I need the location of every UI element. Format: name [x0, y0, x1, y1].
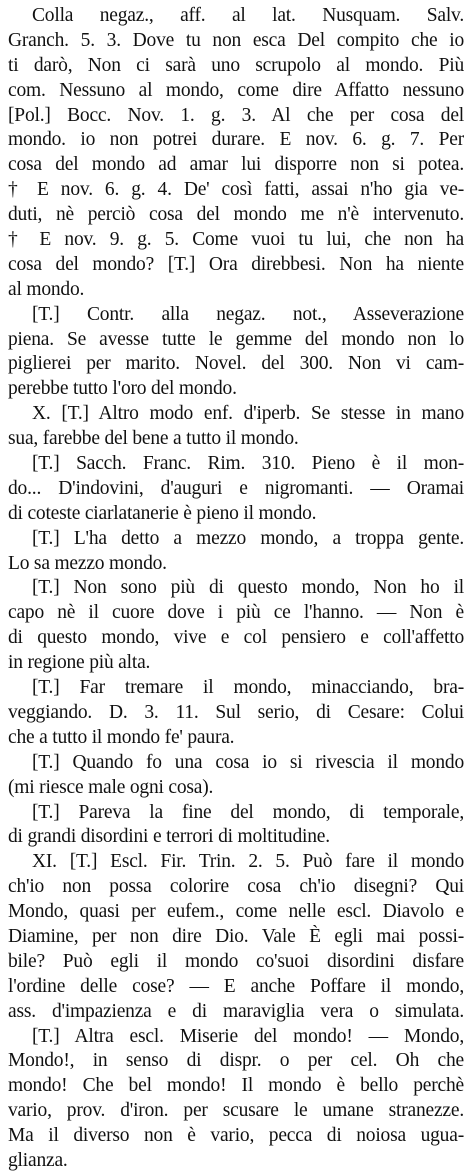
text-line: veggiando. D. 3. 11. Sul serio, di Cesare: Colui: [8, 701, 464, 723]
text-line: che a tutto il mondo fe' paura.: [8, 726, 235, 748]
text-line: ti darò, Non ci sarà uno scrupolo al mondo. Più: [8, 54, 464, 76]
text-line: ass. d'impazienza e di maraviglia vera o simulata.: [8, 1000, 464, 1022]
text-line: X. [T.] Altro modo enf. d'iperb. Se stesse in mano: [32, 403, 464, 425]
text-line: Mondo!, in senso di dispr. o per cel. Oh che: [8, 1050, 464, 1072]
text-line: capo nè il cuore dove i più ce l'hanno. — Non è: [8, 602, 464, 624]
text-line: glianza.: [8, 1149, 68, 1171]
text-line: di grandi disordini e terrori di moltitudine.: [8, 826, 330, 848]
text-line: Ma il diverso non è vario, pecca di noiosa ugua-: [8, 1125, 464, 1147]
text-line: Diamine, per non dire Dio. Vale È egli mai possi-: [8, 925, 464, 947]
text-line: [T.] Quando fo una cosa io si rivescia il mondo: [32, 751, 464, 773]
text-line: [T.] Far tremare il mondo, minacciando, bra-: [32, 677, 464, 699]
text-line: cosa del mondo ad amar lui disporre non si potea.: [8, 154, 464, 176]
text-line: Mondo, quasi per eufem., come nelle escl. Diavolo e: [8, 901, 464, 923]
text-line: duti, nè perciò cosa del mondo me n'è intervenuto.: [8, 204, 464, 226]
text-line: [T.] Pareva la fine del mondo, di temporale,: [32, 801, 464, 823]
text-line: † E nov. 6. g. 4. De' così fatti, assai n'ho gia ve-: [8, 179, 464, 201]
text-line: al mondo.: [8, 278, 85, 300]
text-line: mondo. io non potrei durare. E nov. 6. g. 7. Per: [8, 129, 464, 151]
text-line: Granch. 5. 3. Dove tu non esca Del compito che io: [8, 29, 464, 51]
text-line: ch'io non possa colorire cosa ch'io disegni? Qui: [8, 876, 464, 898]
text-line: Colla negaz., aff. al lat. Nusquam. Salv.: [32, 5, 464, 26]
text-line: mondo! Che bel mondo! Il mondo è bello perchè: [8, 1075, 464, 1097]
text-line: Lo sa mezzo mondo.: [8, 552, 167, 574]
text-line: [T.] Sacch. Franc. Rim. 310. Pieno è il mon-: [32, 453, 464, 475]
text-line: vario, prov. d'iron. per scusare le umane stranezze.: [8, 1100, 464, 1122]
text-line: in regione più alta.: [8, 652, 151, 674]
text-line: do... D'indovini, d'auguri e nigromanti. — Oramai: [8, 477, 464, 499]
text-line: [T.] Altra escl. Miserie del mondo! — Mondo,: [32, 1025, 464, 1047]
text-line: piglierei per marito. Novel. del 300. Non vi cam-: [8, 353, 464, 375]
text-line: di questo mondo, vive e col pensiero e coll'affetto: [8, 627, 464, 649]
text-line: [Pol.] Bocc. Nov. 1. g. 3. Al che per cosa del: [8, 104, 464, 126]
text-line: bile? Può egli il mondo co'suoi disordini disfare: [8, 950, 464, 972]
text-line: perebbe tutto l'oro del mondo.: [8, 378, 237, 400]
text-line: piena. Se avesse tutte le gemme del mondo non lo: [8, 328, 464, 350]
text-line: (mi riesce male ogni cosa).: [8, 776, 214, 798]
text-line: [T.] Non sono più di questo mondo, Non ho il: [32, 577, 464, 599]
text-line: [T.] Contr. alla negaz. not., Asseverazione: [32, 303, 464, 325]
text-line: [T.] L'ha detto a mezzo mondo, a troppa gente.: [32, 527, 464, 549]
text-line: l'ordine delle cose? — E anche Poffare il mondo,: [8, 975, 464, 997]
text-line: com. Nessuno al mondo, come dire Affatto nessuno: [8, 79, 464, 101]
text-line: cosa del mondo? [T.] Ora direbbesi. Non ha niente: [8, 253, 464, 275]
text-line: XI. [T.] Escl. Fir. Trin. 2. 5. Può fare il mondo: [32, 851, 464, 873]
text-line: sua, farebbe del bene a tutto il mondo.: [8, 428, 299, 450]
text-line: di coteste ciarlatanerie è pieno il mondo.: [8, 502, 317, 524]
text-line: † E nov. 9. g. 5. Come vuoi tu lui, che non ha: [8, 229, 464, 251]
